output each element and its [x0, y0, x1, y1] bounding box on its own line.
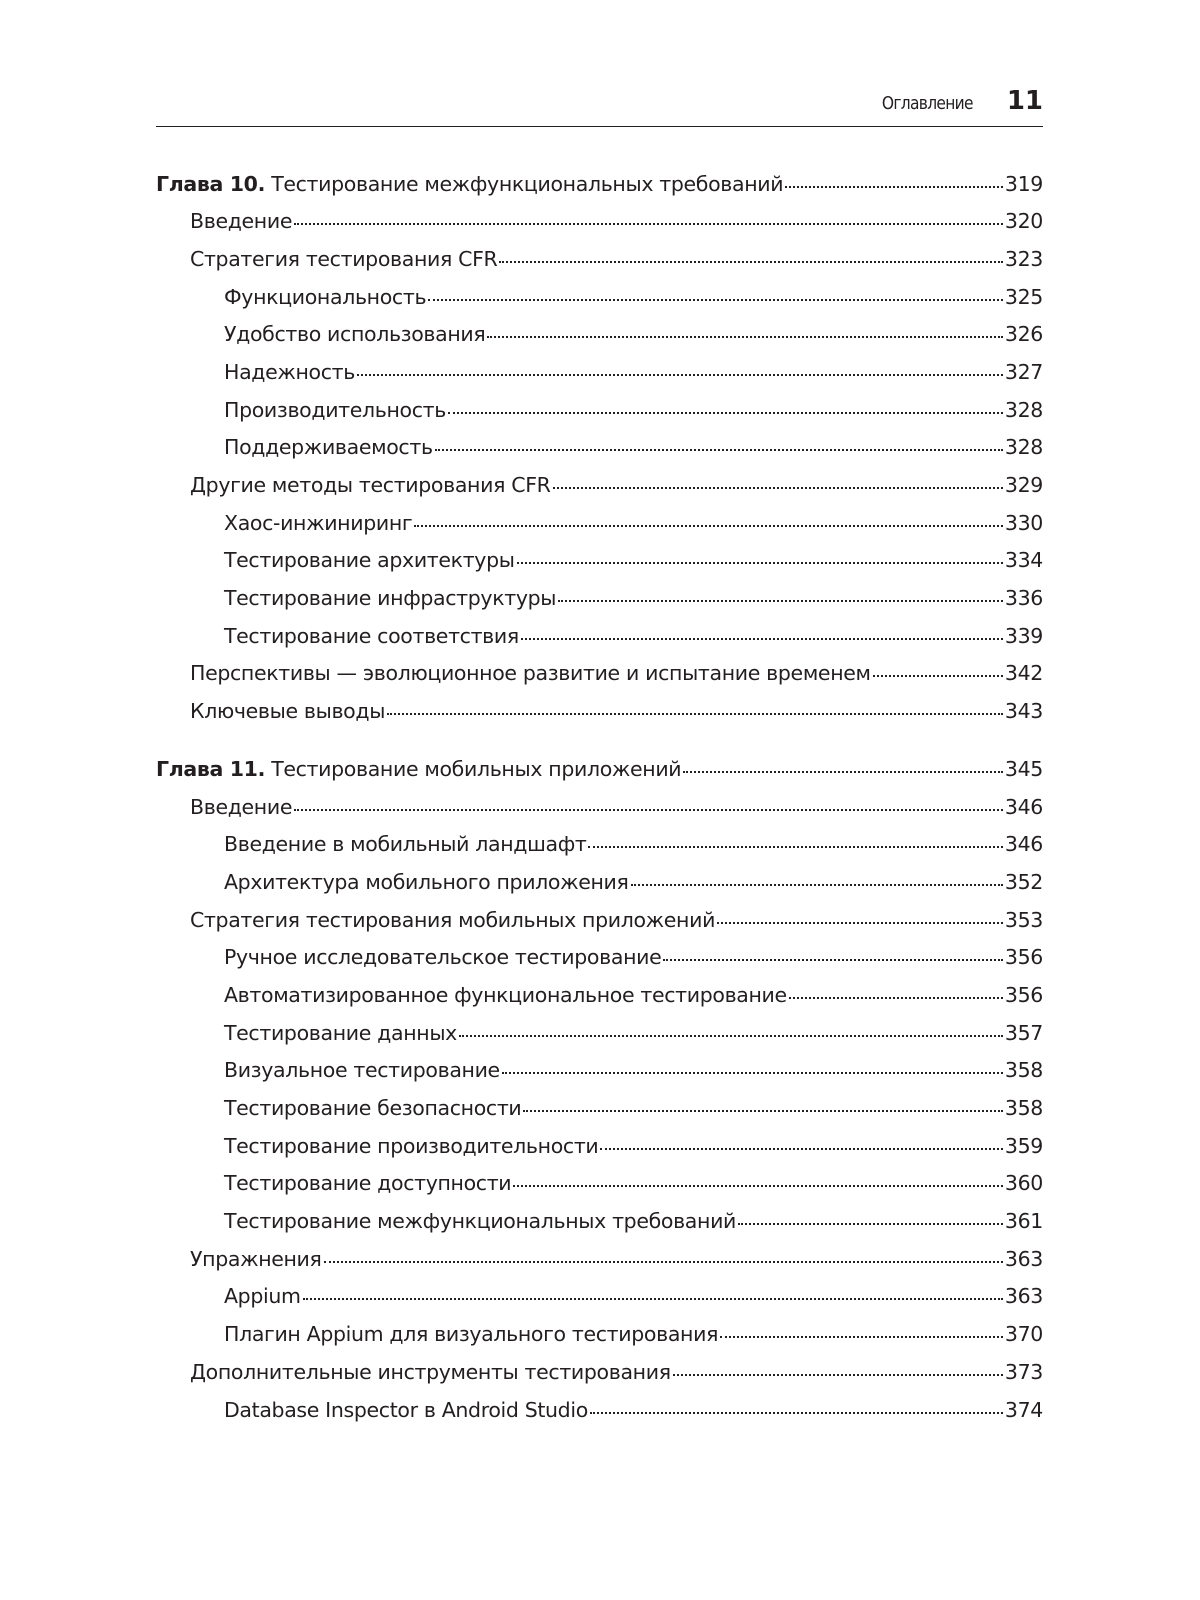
entry-title — [190, 1360, 671, 1384]
entry-title — [190, 699, 385, 723]
entry-text: Надежность — [224, 359, 355, 384]
subsection-entry[interactable] — [156, 1321, 1043, 1359]
entry-text: Поддерживаемость — [224, 435, 433, 460]
table-of-contents — [156, 170, 1043, 1454]
entry-text: Дополнительные инструменты тестирования — [190, 1359, 671, 1384]
entry-title — [224, 548, 515, 572]
entry-title — [224, 870, 629, 894]
subsection-entry[interactable] — [156, 868, 1043, 906]
entry-title — [224, 1058, 500, 1082]
running-section-title: Оглавление — [881, 93, 973, 114]
entry-text: Тестирование соответствия — [224, 623, 519, 648]
entry-page-number: 330 — [1004, 510, 1043, 535]
entry-page-number: 334 — [1004, 548, 1043, 573]
section-entry[interactable] — [156, 1245, 1043, 1283]
entry-title — [224, 832, 586, 856]
entry-page-number: 373 — [1004, 1359, 1043, 1384]
entry-title — [190, 209, 292, 233]
entry-text: Тестирование межфункциональных требований — [224, 1209, 737, 1234]
entry-text: Ключевые выводы — [190, 699, 386, 724]
entry-title — [190, 247, 497, 271]
entry-title — [224, 1209, 736, 1233]
entry-text: Тестирование межфункциональных требований — [271, 171, 784, 196]
dot-leader — [600, 1132, 1003, 1153]
entry-title — [190, 795, 292, 819]
entry-page-number: 352 — [1004, 869, 1043, 894]
entry-title — [224, 1134, 598, 1158]
entry-title — [224, 1398, 588, 1422]
subsection-entry[interactable] — [156, 283, 1043, 321]
subsection-entry[interactable] — [156, 622, 1043, 660]
entry-text: Другие методы тестирования CFR — [190, 473, 551, 497]
subsection-entry[interactable] — [156, 1170, 1043, 1208]
entry-text: Тестирование архитектуры — [224, 548, 515, 573]
entry-page-number: 329 — [1004, 473, 1043, 497]
entry-text: Удобство использования — [224, 322, 486, 347]
dot-leader — [631, 868, 1003, 889]
entry-text: Тестирование инфраструктуры — [224, 586, 557, 611]
dot-leader — [558, 585, 1003, 606]
section-entry[interactable] — [156, 698, 1043, 736]
entry-text: Упражнения — [190, 1246, 322, 1271]
subsection-entry[interactable] — [156, 1283, 1043, 1321]
dot-leader — [303, 1283, 1003, 1304]
entry-title — [190, 473, 551, 497]
subsection-entry[interactable] — [156, 434, 1043, 472]
entry-page-number: 342 — [1004, 661, 1043, 686]
entry-title — [156, 757, 681, 781]
subsection-entry[interactable] — [156, 831, 1043, 869]
entry-page-number: 356 — [1004, 982, 1043, 1007]
entry-text: Визуальное тестирование — [224, 1058, 500, 1083]
entry-page-number: 353 — [1004, 907, 1043, 932]
chapter-block — [156, 170, 1043, 735]
entry-page-number: 374 — [1004, 1397, 1043, 1422]
dot-leader — [738, 1208, 1003, 1229]
section-entry[interactable] — [156, 472, 1043, 510]
subsection-entry[interactable] — [156, 1396, 1043, 1434]
entry-title — [224, 586, 556, 610]
entry-page-number: 339 — [1004, 623, 1043, 648]
entry-text: Хаос-инжиниринг — [224, 510, 413, 535]
section-entry[interactable] — [156, 793, 1043, 831]
entry-title — [224, 1322, 718, 1346]
entry-text: Тестирование производительности — [224, 1133, 599, 1158]
entry-page-number: 346 — [1004, 794, 1043, 819]
entry-title — [190, 908, 715, 932]
subsection-entry[interactable] — [156, 321, 1043, 359]
entry-title — [190, 661, 871, 685]
entry-text: Введение в мобильный ландшафт — [224, 832, 587, 857]
entry-page-number: 361 — [1004, 1209, 1043, 1234]
entry-text: Тестирование доступности — [224, 1171, 512, 1196]
subsection-entry[interactable] — [156, 1057, 1043, 1095]
dot-leader — [789, 981, 1003, 1002]
entry-title — [224, 398, 446, 422]
dot-leader — [553, 472, 1003, 493]
entry-page-number: 328 — [1004, 435, 1043, 460]
dot-leader — [502, 1057, 1003, 1078]
dot-leader — [513, 1170, 1003, 1191]
entry-text: Тестирование мобильных приложений — [271, 756, 682, 781]
entry-text: Плагин Appium для визуального тестирования — [224, 1322, 719, 1347]
entry-page-number: 327 — [1004, 359, 1043, 384]
entry-text: Стратегия тестирования мобильных приложений — [190, 907, 716, 932]
entry-page-number: 356 — [1004, 945, 1043, 970]
entry-page-number: 370 — [1004, 1322, 1043, 1347]
chapter-heading[interactable] — [156, 755, 1043, 793]
dot-leader — [499, 245, 1002, 266]
subsection-entry[interactable] — [156, 547, 1043, 585]
dot-leader — [873, 660, 1003, 681]
entry-text: Автоматизированное функциональное тестирование — [224, 982, 787, 1007]
subsection-entry[interactable] — [156, 1095, 1043, 1133]
subsection-entry[interactable] — [156, 509, 1043, 547]
entry-page-number: 323 — [1004, 246, 1043, 271]
entry-title — [190, 1247, 322, 1271]
entry-text: Введение — [190, 209, 293, 234]
entry-page-number: 336 — [1004, 586, 1043, 611]
dot-leader — [414, 509, 1003, 530]
dot-leader — [459, 1019, 1003, 1040]
dot-leader — [294, 208, 1003, 229]
entry-title — [224, 1284, 301, 1308]
dot-leader — [435, 434, 1003, 455]
dot-leader — [324, 1245, 1003, 1266]
entry-page-number: 320 — [1004, 209, 1043, 234]
dot-leader — [523, 1095, 1003, 1116]
entry-page-number: 328 — [1004, 397, 1043, 422]
entry-page-number: 358 — [1004, 1058, 1043, 1083]
dot-leader — [521, 622, 1003, 643]
entry-text: Производительность — [224, 397, 446, 422]
entry-title — [224, 435, 433, 459]
entry-page-number: 326 — [1004, 322, 1043, 347]
dot-leader — [487, 321, 1003, 342]
entry-page-number: 319 — [1004, 171, 1043, 196]
entry-text: Введение — [190, 794, 293, 819]
dot-leader — [387, 698, 1003, 719]
dot-leader — [785, 170, 1003, 191]
subsection-entry[interactable] — [156, 358, 1043, 396]
dot-leader — [590, 1396, 1003, 1417]
entry-title — [224, 983, 787, 1007]
entry-title — [224, 360, 355, 384]
subsection-entry[interactable] — [156, 585, 1043, 623]
page-number: 11 — [1006, 86, 1043, 116]
entry-text: Ручное исследовательское тестирование — [224, 945, 662, 970]
dot-leader — [663, 944, 1003, 965]
entry-page-number: 359 — [1004, 1133, 1043, 1158]
subsection-entry[interactable] — [156, 1019, 1043, 1057]
entry-page-number: 358 — [1004, 1096, 1043, 1120]
dot-leader — [294, 793, 1003, 814]
entry-text: Функциональность — [224, 284, 427, 309]
entry-title — [224, 322, 485, 346]
chapter-heading[interactable] — [156, 170, 1043, 208]
entry-page-number: 363 — [1004, 1284, 1043, 1309]
entry-page-number: 346 — [1004, 832, 1043, 857]
entry-text: Тестирование данных — [224, 1020, 457, 1045]
entry-title — [224, 624, 519, 648]
entry-title — [224, 1171, 511, 1195]
dot-leader — [588, 831, 1002, 852]
entry-title — [224, 285, 426, 309]
dot-leader — [428, 283, 1003, 304]
entry-text: Стратегия тестирования CFR — [190, 246, 498, 271]
entry-text: Appium — [224, 1284, 301, 1309]
chapter-label: Глава 11. — [156, 756, 266, 781]
dot-leader — [357, 358, 1003, 379]
dot-leader — [720, 1321, 1003, 1342]
dot-leader — [673, 1358, 1003, 1379]
entry-text: Архитектура мобильного приложения — [224, 869, 629, 894]
dot-leader — [717, 906, 1003, 927]
section-entry[interactable] — [156, 245, 1043, 283]
dot-leader — [448, 396, 1003, 417]
section-entry[interactable] — [156, 208, 1043, 246]
entry-page-number: 325 — [1004, 284, 1043, 309]
entry-page-number: 363 — [1004, 1246, 1043, 1271]
dot-leader — [683, 755, 1003, 776]
page-header — [156, 86, 1043, 127]
entry-title — [156, 172, 783, 196]
subsection-entry[interactable] — [156, 396, 1043, 434]
entry-page-number: 345 — [1004, 756, 1043, 781]
entry-text: Database Inspector в Android Studio — [224, 1397, 588, 1422]
dot-leader — [517, 547, 1003, 568]
subsection-entry[interactable] — [156, 1132, 1043, 1170]
entry-title — [224, 511, 412, 535]
chapter-block — [156, 755, 1043, 1433]
entry-title — [224, 945, 661, 969]
section-entry[interactable] — [156, 660, 1043, 698]
entry-page-number: 357 — [1004, 1020, 1043, 1045]
entry-page-number: 343 — [1004, 699, 1043, 724]
chapter-label: Глава 10. — [156, 171, 266, 196]
subsection-entry[interactable] — [156, 944, 1043, 982]
subsection-entry[interactable] — [156, 981, 1043, 1019]
subsection-entry[interactable] — [156, 1208, 1043, 1246]
section-entry[interactable] — [156, 906, 1043, 944]
entry-title — [224, 1096, 521, 1120]
section-entry[interactable] — [156, 1358, 1043, 1396]
entry-text: Тестирование безопасности — [224, 1096, 522, 1120]
entry-page-number: 360 — [1004, 1171, 1043, 1196]
entry-title — [224, 1021, 457, 1045]
entry-text: Перспективы — эволюционное развитие и испытание временем — [190, 661, 871, 686]
